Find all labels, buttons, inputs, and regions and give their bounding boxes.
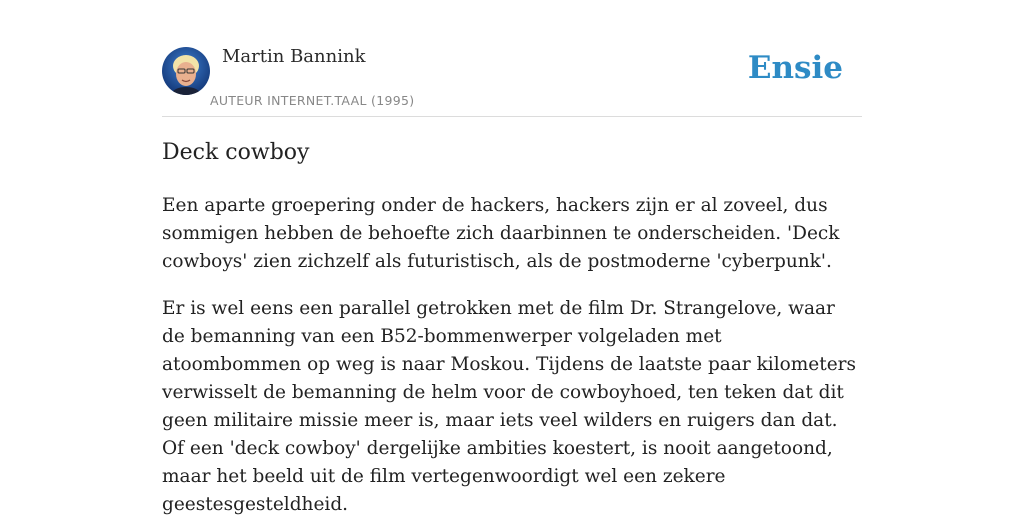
ensie-logo[interactable]: Ensie: [747, 50, 843, 86]
author-avatar[interactable]: [162, 47, 210, 95]
author-role: AUTEUR INTERNET.TAAL (1995): [210, 93, 415, 108]
entry-paragraph-1: Een aparte groepering onder de hackers, hackers zijn er al zoveel, dus sommigen hebben de behoefte zich daarbinnen te onderscheiden. 'Deck cowboys' zien zichzelf als futuristisch, als de postmoderne 'cyberpunk'.: [162, 195, 840, 272]
entry-title: Deck cowboy: [162, 140, 310, 165]
author-portrait-icon: [162, 47, 210, 95]
entry-card: [162, 0, 862, 515]
entry-header: [162, 0, 862, 117]
entry-paragraph-2: Er is wel eens een parallel getrokken met de film Dr. Strangelove, waar de bemanning van een B52-bommenwerper volgeladen met atoombommen op weg is naar Moskou. Tijdens de laatste paar kilometers verwisselt de bemanning de helm voor de cowboyhoed, ten teken dat dit geen militaire missie meer is, maar iets veel wilders en ruigers dan dat. Of een 'deck cowboy' dergelijke ambities koestert, is nooit aangetoond, maar het beeld uit de film vertegenwoordigt wel een zekere geestesgesteldheid.: [162, 298, 856, 515]
author-name[interactable]: Martin Bannink: [222, 46, 366, 67]
